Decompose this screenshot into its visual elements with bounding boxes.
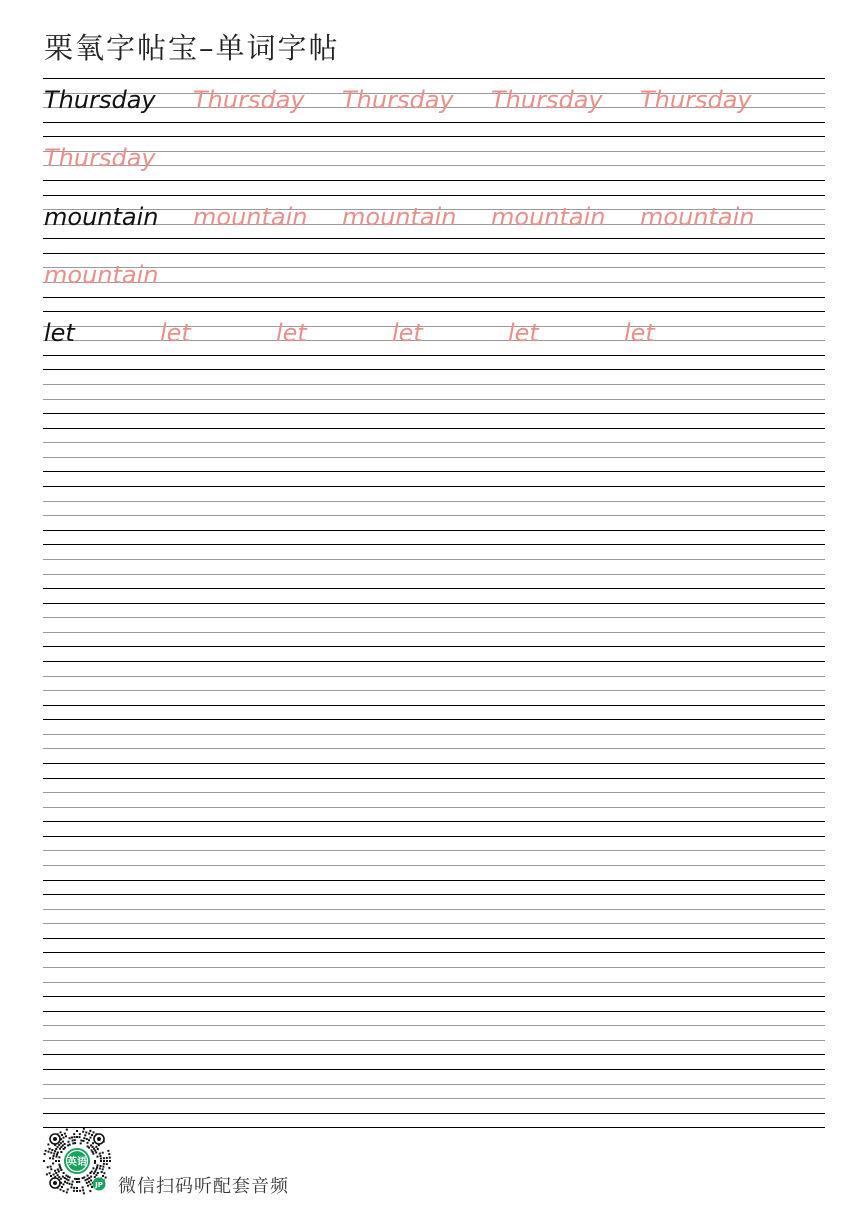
ruled-line [43, 705, 825, 706]
trace-word: Thursday [193, 86, 305, 114]
ruled-line [43, 646, 825, 647]
ruled-line [43, 1011, 825, 1012]
trace-word: mountain [491, 202, 606, 231]
trace-word: let [392, 319, 423, 348]
ruled-line [43, 136, 825, 137]
trace-word: mountain [193, 202, 308, 231]
practice-row [43, 544, 825, 602]
model-word: let [44, 319, 75, 348]
trace-word: Thursday [342, 86, 454, 114]
ruled-line [43, 778, 825, 779]
word-group [44, 257, 193, 297]
page-title: 栗氧字帖宝–单词字帖 [44, 31, 340, 65]
word-group [44, 140, 193, 180]
ruled-line [43, 1098, 825, 1099]
practice-row [43, 603, 825, 661]
ruled-line [43, 967, 825, 968]
ruled-line [43, 821, 825, 822]
ruled-line [43, 880, 825, 881]
ruled-line [43, 1113, 825, 1114]
practice-row [43, 369, 825, 427]
ruled-line [43, 1040, 825, 1041]
ruled-line [43, 486, 825, 487]
ruled-line [43, 661, 825, 662]
trace-word: mountain [342, 202, 457, 231]
ruled-line [43, 632, 825, 633]
word-group [44, 199, 789, 239]
ruled-line [43, 1054, 825, 1055]
practice-row [43, 719, 825, 777]
trace-word: let [624, 319, 655, 348]
ruled-line [43, 603, 825, 604]
ruled-line [43, 952, 825, 953]
ruled-line [43, 676, 825, 677]
ruled-line [43, 763, 825, 764]
trace-word: Thursday [491, 86, 603, 114]
ruled-line [43, 807, 825, 808]
model-word: mountain [44, 202, 159, 231]
qr-corner-badge: JP [95, 1181, 103, 1189]
ruled-line [43, 195, 825, 196]
ruled-line [43, 938, 825, 939]
trace-word: let [160, 319, 191, 348]
practice-row [43, 1069, 825, 1127]
practice-row [43, 952, 825, 1010]
ruled-line [43, 996, 825, 997]
ruled-line [43, 501, 825, 502]
practice-row [43, 894, 825, 952]
ruled-line [43, 1025, 825, 1026]
ruled-line [43, 384, 825, 385]
ruled-line [43, 559, 825, 560]
practice-row [43, 195, 825, 253]
ruled-line [43, 850, 825, 851]
practice-row [43, 311, 825, 369]
ruled-line [43, 457, 825, 458]
footer [42, 1126, 442, 1198]
footer-text: 微信扫码听配套音频 [118, 1176, 289, 1197]
practice-row [43, 661, 825, 719]
ruled-line [43, 574, 825, 575]
ruled-line [43, 1069, 825, 1070]
trace-word: mountain [44, 260, 159, 289]
practice-row [43, 78, 825, 136]
ruled-line [43, 923, 825, 924]
ruled-line [43, 1084, 825, 1085]
ruled-line [43, 311, 825, 312]
ruled-line [43, 471, 825, 472]
trace-word: mountain [640, 202, 755, 231]
ruled-line [43, 836, 825, 837]
practice-row [43, 428, 825, 486]
practice-row [43, 486, 825, 544]
ruled-line [43, 734, 825, 735]
trace-word: Thursday [44, 144, 156, 173]
practice-row [43, 778, 825, 836]
ruled-line [43, 530, 825, 531]
ruled-line [43, 399, 825, 400]
ruled-line [43, 442, 825, 443]
ruled-line [43, 253, 825, 254]
qr-badge: 英语 [67, 1157, 87, 1168]
trace-word: let [508, 319, 539, 348]
ruled-line [43, 515, 825, 516]
ruled-line [43, 413, 825, 414]
ruled-line [43, 982, 825, 983]
model-word: Thursday [44, 86, 156, 114]
practice-row [43, 253, 825, 311]
ruled-line [43, 617, 825, 618]
word-group [44, 315, 740, 355]
trace-word: let [276, 319, 307, 348]
ruled-line [43, 369, 825, 370]
ruled-line [43, 428, 825, 429]
ruled-line [43, 719, 825, 720]
ruled-line [43, 78, 825, 79]
ruled-line [43, 544, 825, 545]
trace-word: Thursday [640, 86, 752, 114]
ruled-line [43, 748, 825, 749]
ruled-line [43, 865, 825, 866]
ruled-line [43, 588, 825, 589]
ruled-line [43, 894, 825, 895]
qr-code-icon[interactable] [42, 1126, 112, 1196]
ruled-line [43, 792, 825, 793]
practice-row [43, 836, 825, 894]
practice-sheet [43, 78, 825, 1128]
word-group [44, 82, 789, 122]
ruled-line [43, 909, 825, 910]
practice-row [43, 1011, 825, 1069]
practice-row [43, 136, 825, 194]
ruled-line [43, 690, 825, 691]
